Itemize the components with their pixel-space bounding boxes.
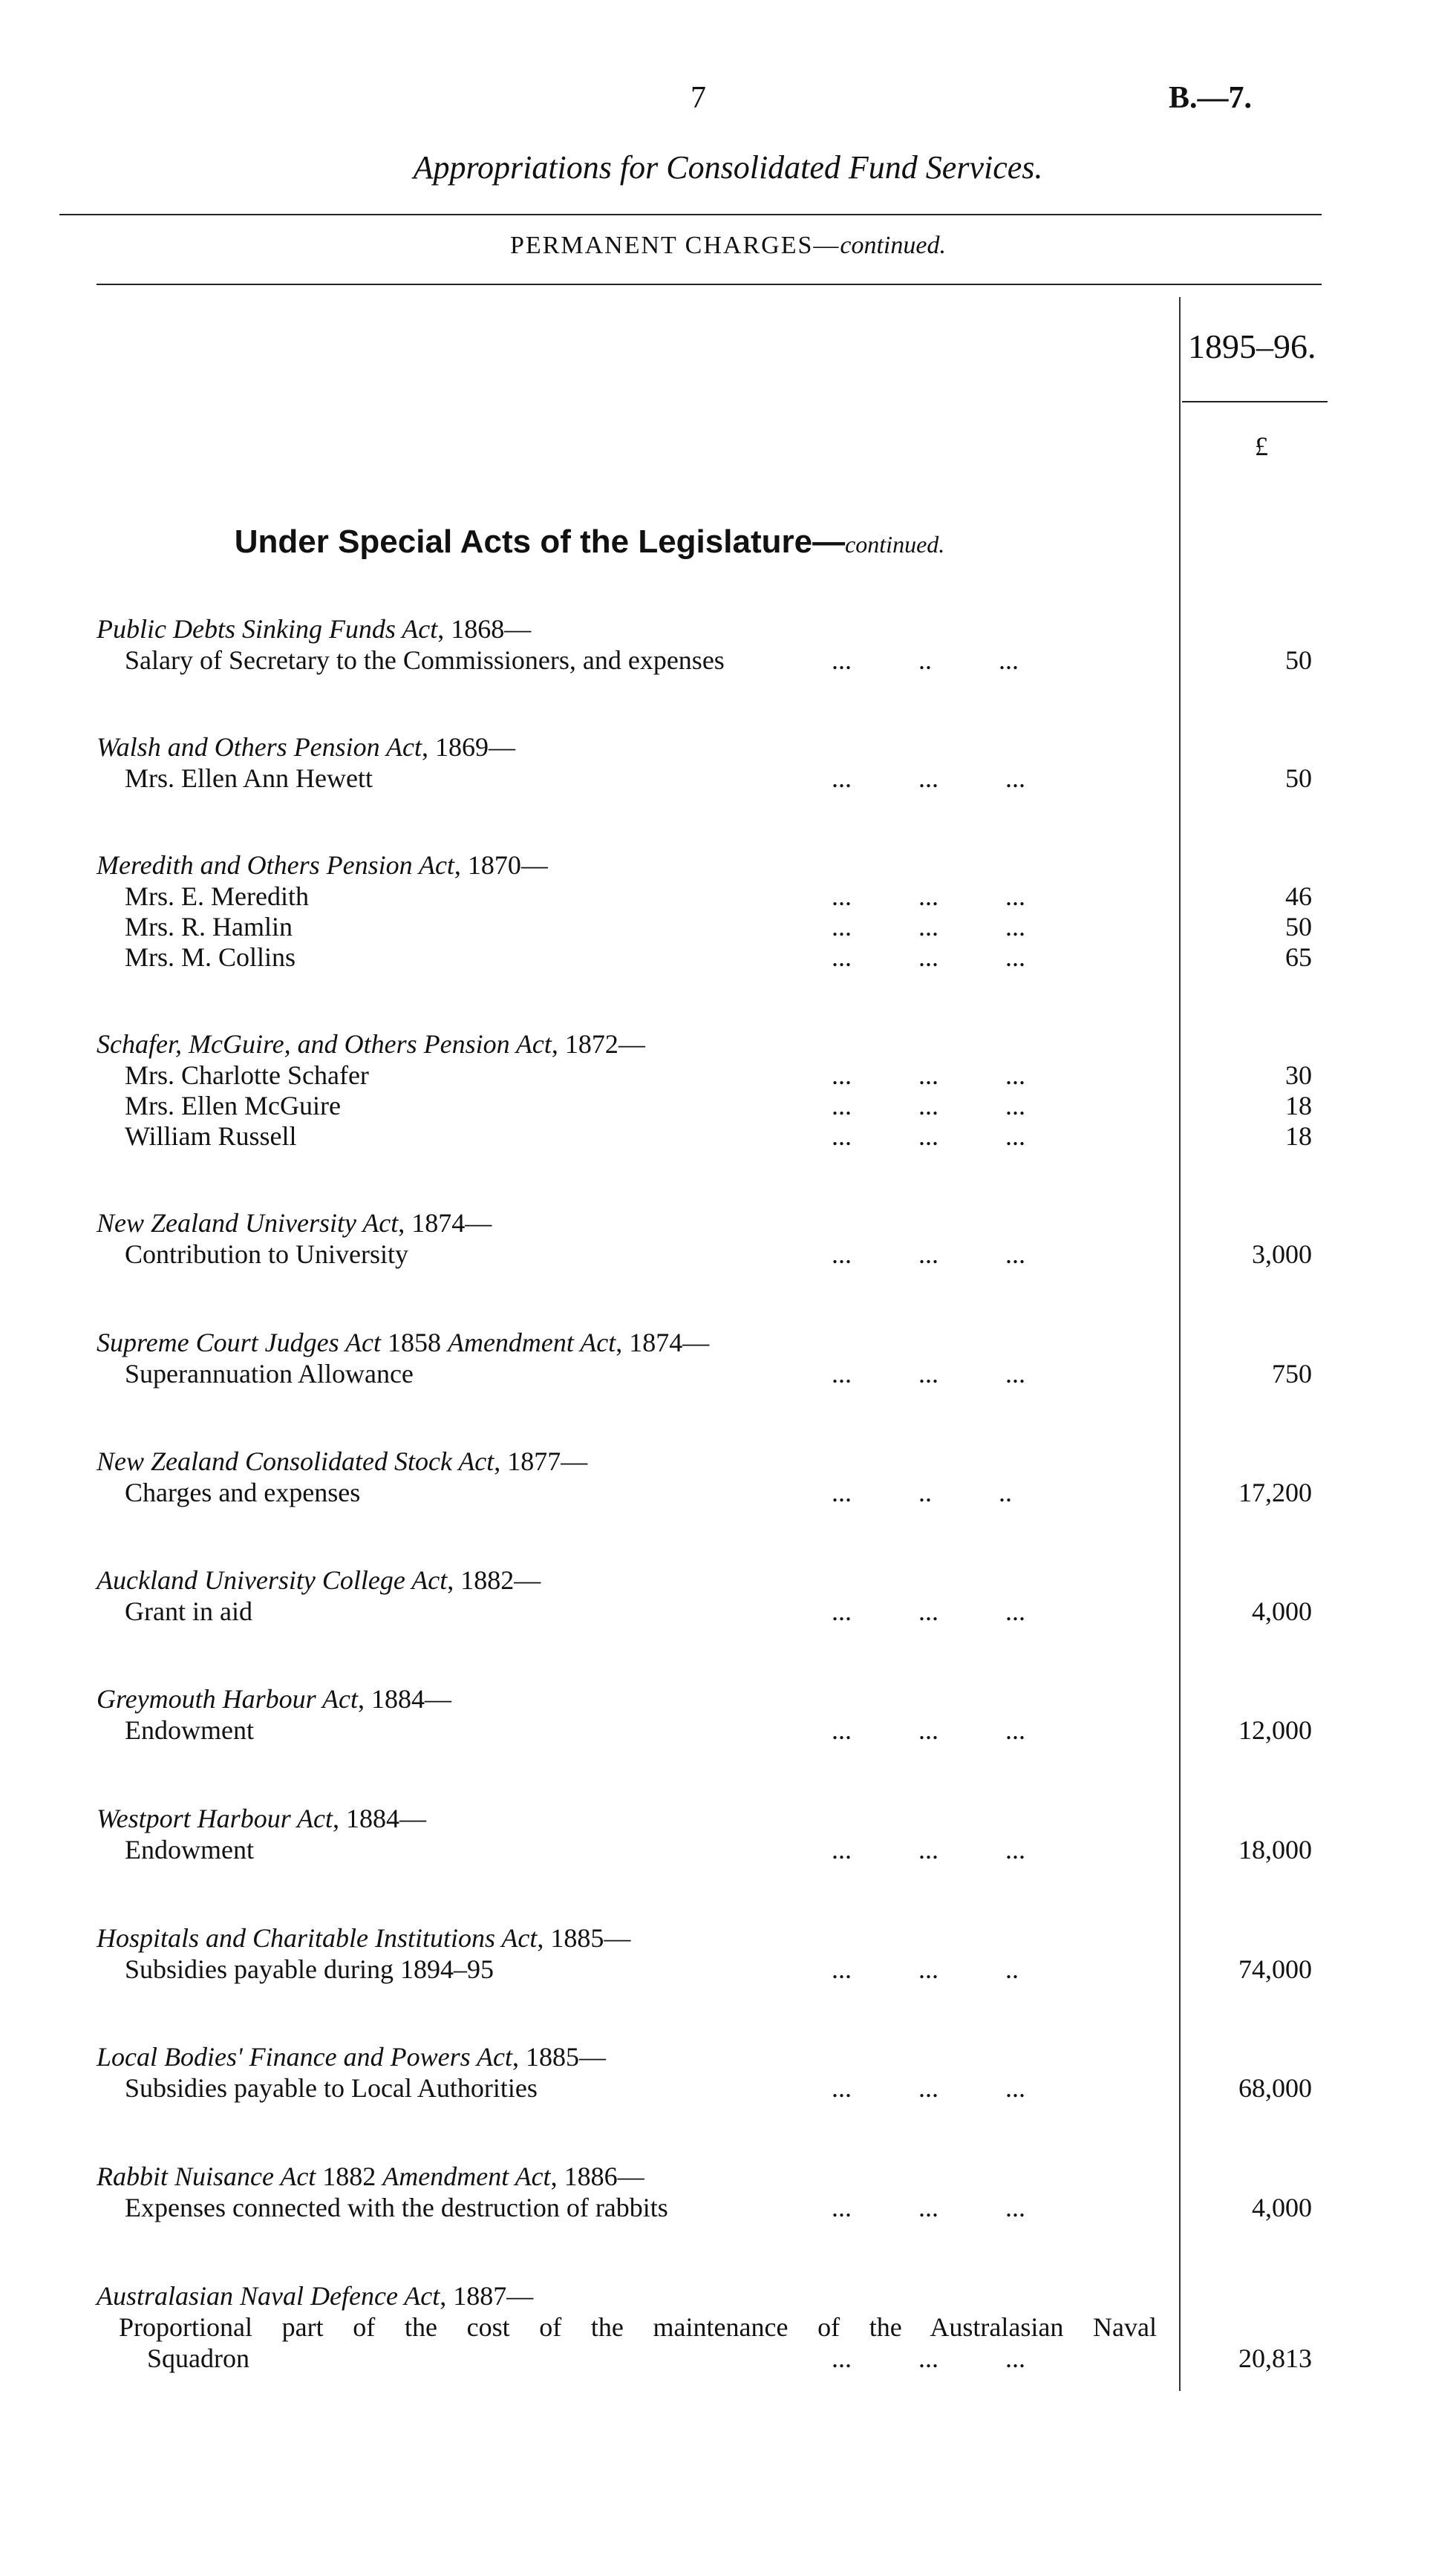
act-name: Australasian Naval Defence Act: [97, 2281, 440, 2311]
leader-dots: ... ... ...: [832, 2343, 1025, 2373]
amount: 18: [1285, 1091, 1312, 1120]
amount: 4,000: [1252, 2193, 1312, 2222]
page-subtitle: [0, 232, 1456, 260]
year-column-heading: 1895–96.: [1188, 327, 1316, 365]
title-rule: [59, 214, 1322, 215]
section-heading-continued: continued.: [845, 531, 945, 558]
act-item-label: Mrs. Charlotte Schafer: [125, 1060, 369, 1090]
leader-dots: ... ... ...: [832, 1835, 1025, 1865]
act-item-label: William Russell: [125, 1121, 297, 1151]
leader-dots: ... ... ...: [832, 2193, 1025, 2222]
act-title: [97, 1922, 630, 1954]
act-year-mid: 1858: [380, 1328, 448, 1357]
amount: 18: [1285, 1121, 1312, 1151]
amount: 68,000: [1238, 2073, 1312, 2103]
currency-unit: £: [1255, 431, 1268, 461]
act-name: Public Debts Sinking Funds Act: [97, 614, 438, 644]
act-title: [97, 1207, 492, 1239]
act-name: Greymouth Harbour Act: [97, 1684, 358, 1714]
act-item-label: Endowment: [125, 1715, 254, 1745]
amount: 46: [1285, 881, 1312, 911]
act-year: , 1885—: [512, 2042, 606, 2072]
act-year: , 1884—: [333, 1804, 427, 1833]
act-name: Westport Harbour Act: [97, 1804, 333, 1833]
act-item-label-continued: Squadron: [147, 2343, 249, 2373]
act-name: Local Bodies' Finance and Powers Act: [97, 2042, 512, 2072]
page-number: 7: [691, 81, 706, 115]
subtitle-text: PERMANENT CHARGES—: [510, 232, 840, 259]
act-year: , 1870—: [454, 850, 548, 880]
section-heading: [0, 523, 1179, 561]
amount: 74,000: [1238, 1954, 1312, 1984]
amount: 18,000: [1238, 1835, 1312, 1865]
act-item-label: Salary of Secretary to the Commissioners, and expenses: [125, 645, 725, 675]
leader-dots: ... ... ...: [832, 1715, 1025, 1745]
leader-dots: ... ... ...: [832, 763, 1025, 793]
subtitle-continued: continued.: [840, 232, 946, 259]
act-title: [97, 613, 531, 645]
act-item-label: Mrs. R. Hamlin: [125, 912, 293, 942]
leader-dots: ... ... ...: [832, 1121, 1025, 1151]
amount: 50: [1285, 645, 1312, 675]
amount: 20,813: [1238, 2343, 1312, 2373]
act-name: Meredith and Others Pension Act: [97, 850, 454, 880]
amount: 17,200: [1238, 1478, 1312, 1507]
act-name: Auckland University College Act: [97, 1565, 448, 1595]
act-title: [97, 1327, 709, 1358]
act-item-label: Grant in aid: [125, 1596, 252, 1626]
amount: 3,000: [1252, 1239, 1312, 1269]
amount: 750: [1272, 1359, 1312, 1389]
leader-dots: ... ... ...: [832, 881, 1025, 911]
leader-dots: ... ... ...: [832, 1091, 1025, 1120]
amount-column-divider: [1179, 297, 1181, 2391]
leader-dots: ... ... ...: [832, 1239, 1025, 1269]
leader-dots: ... ... ...: [832, 2073, 1025, 2103]
act-item-label: Mrs. E. Meredith: [125, 881, 309, 911]
act-item-label: Endowment: [125, 1835, 254, 1865]
subtitle-rule: [97, 284, 1322, 285]
act-name: Supreme Court Judges Act: [97, 1328, 381, 1357]
act-title: [97, 2280, 533, 2312]
year-heading-rule: [1182, 401, 1328, 402]
act-item-label: Mrs. Ellen Ann Hewett: [125, 763, 373, 793]
leader-dots: ... ... ...: [832, 1359, 1025, 1389]
amount: 50: [1285, 912, 1312, 942]
act-name: Rabbit Nuisance Act: [97, 2162, 316, 2191]
leader-dots: ... ... ...: [832, 1060, 1025, 1090]
act-name: Hospitals and Charitable Institutions Act: [97, 1923, 538, 1953]
act-year-mid: 1882: [316, 2162, 383, 2191]
act-name: Schafer, McGuire, and Others Pension Act: [97, 1029, 552, 1059]
act-year: , 1872—: [551, 1029, 645, 1059]
act-item-label: Expenses connected with the destruction of rabbits: [125, 2193, 668, 2222]
leader-dots: ... ... ..: [832, 1954, 1019, 1984]
amount: 30: [1285, 1060, 1312, 1090]
act-title: [97, 731, 515, 763]
act-year: , 1884—: [357, 1684, 451, 1714]
act-item-label: Mrs. Ellen McGuire: [125, 1091, 341, 1120]
document-code: B.—7.: [1169, 81, 1253, 115]
amount: 4,000: [1252, 1596, 1312, 1626]
act-year: , 1874—: [398, 1208, 492, 1238]
act-year: , 1886—: [550, 2162, 644, 2191]
act-year: , 1868—: [437, 614, 532, 644]
amount: 50: [1285, 763, 1312, 793]
act-item-label: Mrs. M. Collins: [125, 942, 296, 972]
act-item-label: Proportional part of the cost of the maintenance of the Australasian Naval: [119, 2312, 1157, 2342]
leader-dots: ... .. ..: [832, 1478, 1012, 1507]
act-title: [97, 2041, 606, 2072]
act-title: [97, 1565, 541, 1596]
section-heading-text: Under Special Acts of the Legislature—: [234, 523, 846, 560]
act-title: [97, 2161, 644, 2192]
act-title: [97, 1803, 426, 1834]
act-year: , 1869—: [422, 732, 515, 762]
act-title: [97, 1683, 451, 1715]
act-item-label: Subsidies payable to Local Authorities: [125, 2073, 538, 2103]
leader-dots: ... ... ...: [832, 912, 1025, 942]
act-name-continued: Amendment Act: [382, 2162, 551, 2191]
act-year: , 1874—: [616, 1328, 710, 1357]
act-item-label: Charges and expenses: [125, 1478, 361, 1507]
act-year: , 1882—: [447, 1565, 541, 1595]
act-name-continued: Amendment Act: [447, 1328, 616, 1357]
act-year: , 1885—: [537, 1923, 631, 1953]
act-year: , 1887—: [440, 2281, 534, 2311]
act-item-label: Subsidies payable during 1894–95: [125, 1954, 494, 1984]
act-title: [97, 1446, 587, 1477]
act-name: New Zealand University Act: [97, 1208, 399, 1238]
leader-dots: ... ... ...: [832, 942, 1025, 972]
act-item-label: Superannuation Allowance: [125, 1359, 414, 1389]
leader-dots: ... .. ...: [832, 645, 1019, 675]
act-title: [97, 1028, 645, 1060]
page-title: Appropriations for Consolidated Fund Services.: [413, 149, 1043, 186]
act-item-label: Contribution to University: [125, 1239, 408, 1269]
act-year: , 1877—: [494, 1446, 588, 1476]
amount: 65: [1285, 942, 1312, 972]
leader-dots: ... ... ...: [832, 1596, 1025, 1626]
act-name: New Zealand Consolidated Stock Act: [97, 1446, 494, 1476]
act-title: [97, 849, 548, 881]
amount: 12,000: [1238, 1715, 1312, 1745]
act-name: Walsh and Others Pension Act: [97, 732, 422, 762]
